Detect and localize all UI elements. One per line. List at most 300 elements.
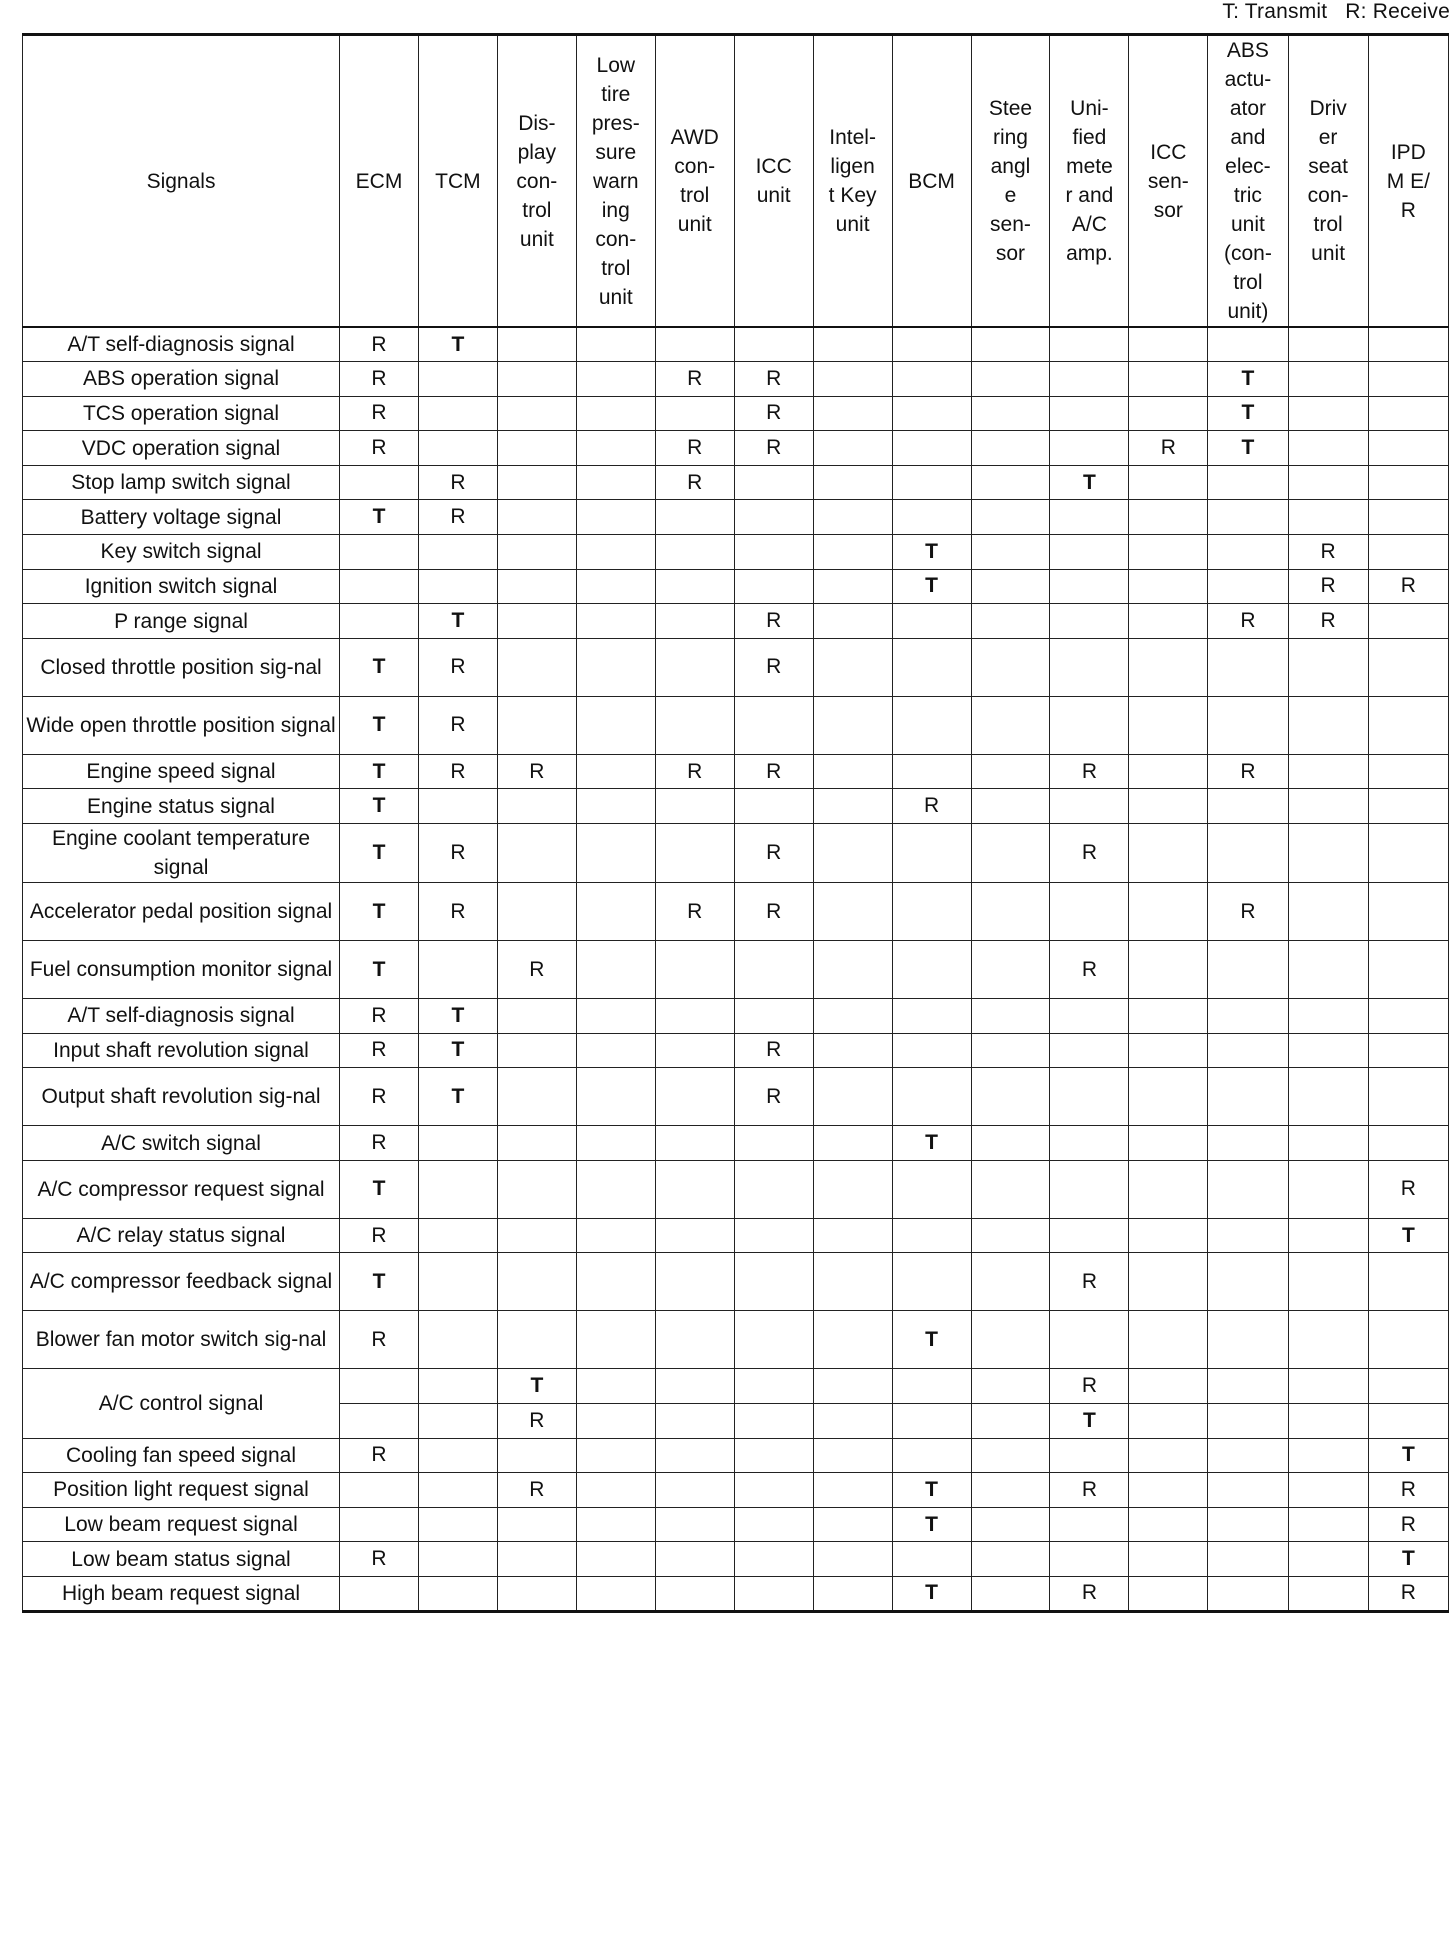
signal-cell [1368, 638, 1448, 696]
signal-cell [576, 535, 655, 570]
signal-cell [971, 327, 1050, 362]
column-header-line: (con- [1223, 242, 1272, 265]
signal-cell [340, 535, 419, 570]
signal-cell [892, 362, 971, 397]
signal-cell: R [655, 883, 734, 941]
signal-cell: T [340, 754, 419, 789]
signal-cell: R [1368, 1473, 1448, 1508]
signal-cell [813, 1438, 892, 1473]
signal-cell [576, 1160, 655, 1218]
column-header [655, 35, 734, 328]
signal-cell: R [418, 696, 497, 754]
signal-cell [1288, 1126, 1368, 1161]
signal-cell [1050, 1218, 1129, 1253]
table-row [23, 604, 1449, 639]
signal-cell [734, 569, 813, 604]
column-header-line: Driv [1309, 97, 1347, 120]
signal-cell [1288, 941, 1368, 999]
signal-cell [1129, 1404, 1208, 1439]
signal-cell: R [340, 1218, 419, 1253]
signal-cell [1208, 1126, 1288, 1161]
signal-cell [892, 1438, 971, 1473]
signal-cell [1208, 1253, 1288, 1311]
column-header-line: A/C [1071, 213, 1107, 236]
signal-cell [576, 604, 655, 639]
table-row [23, 1160, 1449, 1218]
column-header-line: tire [601, 82, 631, 106]
signal-cell [1288, 1507, 1368, 1542]
signal-cell: R [734, 604, 813, 639]
table-row [23, 696, 1449, 754]
column-header-line: R [1400, 198, 1416, 222]
signal-name: A/T self-diagnosis signal [23, 327, 340, 362]
column-header-line: ECM [355, 169, 403, 193]
signal-cell [971, 1542, 1050, 1577]
signal-name: P range signal [23, 604, 340, 639]
column-header-line: ABS [1226, 39, 1269, 62]
signal-cell [1288, 696, 1368, 754]
signal-cell [1129, 1218, 1208, 1253]
signal-cell [1050, 1438, 1129, 1473]
signal-cell: R [734, 638, 813, 696]
signal-cell [1050, 1068, 1129, 1126]
signal-cell [576, 999, 655, 1034]
signal-cell [892, 327, 971, 362]
signal-cell [1288, 789, 1368, 824]
signal-cell [1050, 362, 1129, 397]
table-row [23, 1507, 1449, 1542]
signal-cell [1208, 696, 1288, 754]
signal-cell [497, 604, 576, 639]
signal-cell [1129, 1068, 1208, 1126]
signal-cell [497, 362, 576, 397]
signal-cell [971, 535, 1050, 570]
signal-cell [971, 431, 1050, 466]
signal-cell: R [418, 638, 497, 696]
signal-cell [813, 1507, 892, 1542]
signal-cell [497, 824, 576, 883]
column-header-line: con- [595, 227, 637, 251]
signal-cell [655, 1404, 734, 1439]
signal-cell: R [497, 1473, 576, 1508]
signal-cell [892, 999, 971, 1034]
signal-cell [1129, 465, 1208, 500]
signal-cell [892, 883, 971, 941]
signal-cell [1050, 500, 1129, 535]
signal-cell [497, 569, 576, 604]
signal-cell [1050, 431, 1129, 466]
signal-cell [1050, 883, 1129, 941]
signal-cell [813, 465, 892, 500]
signal-cell [655, 500, 734, 535]
signal-cell: R [340, 1126, 419, 1161]
signal-cell [340, 569, 419, 604]
signal-cell [1208, 569, 1288, 604]
signal-name: Output shaft revolution sig-nal [23, 1068, 340, 1126]
signal-cell [971, 396, 1050, 431]
table-row [23, 500, 1449, 535]
signal-cell [576, 1438, 655, 1473]
signal-cell: T [1208, 431, 1288, 466]
column-header-line: M E/ [1386, 169, 1430, 193]
table-row [23, 431, 1449, 466]
signal-cell [971, 1068, 1050, 1126]
signal-cell [1208, 1033, 1288, 1068]
signal-cell [1208, 789, 1288, 824]
signal-cell [1288, 431, 1368, 466]
signal-name: A/C compressor request signal [23, 1160, 340, 1218]
signal-cell [340, 1576, 419, 1611]
signal-cell [418, 535, 497, 570]
signal-cell [1050, 1542, 1129, 1577]
signal-cell [655, 569, 734, 604]
table-row [23, 941, 1449, 999]
signal-cell [813, 1311, 892, 1369]
signal-cell [971, 1369, 1050, 1404]
column-header [1050, 35, 1129, 328]
signal-cell: T [418, 1068, 497, 1126]
signal-cell [418, 431, 497, 466]
signal-cell [971, 789, 1050, 824]
column-header-line: ligen [830, 155, 875, 178]
signal-cell [655, 1507, 734, 1542]
signal-cell [892, 396, 971, 431]
signal-cell: R [734, 362, 813, 397]
column-header-line: Low [596, 53, 636, 77]
signal-cell [734, 941, 813, 999]
column-header-line: con- [674, 155, 716, 178]
signal-cell [1288, 883, 1368, 941]
signal-cell [813, 535, 892, 570]
signal-name: Key switch signal [23, 535, 340, 570]
legend [1222, 0, 1450, 24]
signal-cell [1288, 1068, 1368, 1126]
signal-cell [497, 1218, 576, 1253]
signal-cell [1050, 1311, 1129, 1369]
column-header [418, 35, 497, 328]
signal-cell [813, 1068, 892, 1126]
signal-cell: R [655, 465, 734, 500]
signal-cell [813, 1126, 892, 1161]
signal-cell: T [340, 1160, 419, 1218]
signal-cell [576, 824, 655, 883]
signal-cell [655, 638, 734, 696]
signal-cell [813, 500, 892, 535]
signal-cell [1288, 1473, 1368, 1508]
column-header-line: con- [516, 169, 558, 193]
signal-cell [971, 465, 1050, 500]
signal-cell [1288, 1311, 1368, 1369]
signal-cell [1129, 569, 1208, 604]
signal-cell [892, 431, 971, 466]
legend-transmit: T: Transmit [1222, 0, 1328, 23]
signal-cell [576, 1311, 655, 1369]
signal-cell [655, 1253, 734, 1311]
signal-cell [497, 1033, 576, 1068]
signal-cell: T [1050, 465, 1129, 500]
signal-cell [892, 754, 971, 789]
signal-cell [576, 1068, 655, 1126]
column-header-line: actu- [1224, 68, 1272, 91]
signal-cell: R [497, 941, 576, 999]
signal-cell [1208, 1311, 1288, 1369]
column-header-line: unit [519, 227, 554, 251]
signal-cell [892, 1404, 971, 1439]
signal-cell [576, 1033, 655, 1068]
signal-cell: R [1208, 883, 1288, 941]
signal-cell: R [1050, 1473, 1129, 1508]
column-header-line: TCM [435, 169, 481, 193]
column-header-line: elec- [1225, 155, 1271, 178]
table-row [23, 569, 1449, 604]
signal-cell [576, 362, 655, 397]
signal-cell [734, 1473, 813, 1508]
signal-cell: R [340, 1068, 419, 1126]
signal-cell [1288, 362, 1368, 397]
signal-cell [576, 569, 655, 604]
signal-cell [892, 696, 971, 754]
signal-cell [655, 1369, 734, 1404]
signal-cell [971, 999, 1050, 1034]
signal-cell [813, 569, 892, 604]
signal-cell: R [418, 883, 497, 941]
signal-cell [971, 1404, 1050, 1439]
signal-cell [1050, 1160, 1129, 1218]
signal-cell: R [1368, 1160, 1448, 1218]
signal-cell [1208, 1404, 1288, 1439]
column-header-line: Uni- [1070, 97, 1109, 120]
signal-cell: R [1050, 1576, 1129, 1611]
signal-cell [576, 1218, 655, 1253]
signal-cell [813, 883, 892, 941]
signal-cell [971, 1160, 1050, 1218]
signal-cell [497, 1438, 576, 1473]
signal-cell [1208, 535, 1288, 570]
signal-cell [971, 754, 1050, 789]
signal-cell [576, 1126, 655, 1161]
signal-cell [1368, 604, 1448, 639]
signal-name: Input shaft revolution signal [23, 1033, 340, 1068]
signal-cell [340, 1473, 419, 1508]
column-header-line: con- [1307, 184, 1349, 207]
signal-cell [1368, 883, 1448, 941]
signal-cell [1208, 1218, 1288, 1253]
column-header-line: trol [680, 184, 710, 207]
table-body [23, 327, 1449, 1611]
signal-cell [418, 1311, 497, 1369]
column-header-line: e [1004, 184, 1017, 207]
signal-name: Closed throttle position sig-nal [23, 638, 340, 696]
column-header-line: sen- [1147, 169, 1189, 193]
signal-cell [655, 1068, 734, 1126]
column-header [971, 35, 1050, 328]
signal-cell: T [892, 535, 971, 570]
table-row [23, 754, 1449, 789]
signal-cell [1208, 500, 1288, 535]
signal-name: Battery voltage signal [23, 500, 340, 535]
signal-cell [1129, 789, 1208, 824]
signal-cell [1129, 1369, 1208, 1404]
signal-cell [1368, 396, 1448, 431]
signal-cell [576, 500, 655, 535]
signal-cell [1368, 941, 1448, 999]
signal-cell [1129, 1126, 1208, 1161]
signal-cell [1129, 396, 1208, 431]
signal-cell [655, 1438, 734, 1473]
signal-name: A/T self-diagnosis signal [23, 999, 340, 1034]
column-header-line: er [1318, 126, 1338, 149]
signal-cell [892, 941, 971, 999]
signal-cell [892, 1068, 971, 1126]
signal-cell: T [418, 999, 497, 1034]
signal-name: A/C switch signal [23, 1126, 340, 1161]
signal-cell: R [734, 1068, 813, 1126]
signal-cell [971, 1576, 1050, 1611]
signal-name: VDC operation signal [23, 431, 340, 466]
signal-table [22, 33, 1449, 1613]
signal-cell [971, 1218, 1050, 1253]
table-row [23, 824, 1449, 883]
column-header-line: ICC [1150, 140, 1187, 164]
signal-cell [418, 1218, 497, 1253]
signal-cell [655, 1033, 734, 1068]
signal-cell: R [1368, 569, 1448, 604]
signal-cell [418, 1253, 497, 1311]
table-row [23, 1253, 1449, 1311]
signal-cell [1288, 396, 1368, 431]
table-row [23, 465, 1449, 500]
table-row [23, 1438, 1449, 1473]
signal-cell [1288, 1542, 1368, 1577]
signal-cell [813, 696, 892, 754]
signal-cell [1288, 999, 1368, 1034]
signal-name: Blower fan motor switch sig-nal [23, 1311, 340, 1369]
header-row [23, 35, 1449, 328]
signal-cell [1129, 362, 1208, 397]
column-header-line: unit [756, 184, 791, 207]
signal-cell [1208, 941, 1288, 999]
signal-cell [1129, 500, 1208, 535]
table-row [23, 1218, 1449, 1253]
column-header-line: sor [995, 242, 1026, 265]
signal-cell [1129, 604, 1208, 639]
column-header [1368, 35, 1448, 328]
signal-cell: R [340, 1311, 419, 1369]
signal-cell [497, 1507, 576, 1542]
table-row [23, 362, 1449, 397]
signal-cell [497, 999, 576, 1034]
column-header-line: unit) [1227, 300, 1269, 323]
signal-cell [655, 535, 734, 570]
signal-cell [576, 1507, 655, 1542]
signal-cell: R [734, 754, 813, 789]
signal-cell [655, 1473, 734, 1508]
signal-cell [1129, 638, 1208, 696]
column-header-line: seat [1308, 155, 1348, 178]
signal-cell [497, 431, 576, 466]
column-header-line: sen- [990, 213, 1031, 236]
signal-cell [1368, 1311, 1448, 1369]
signal-cell [1129, 1160, 1208, 1218]
signal-cell [734, 465, 813, 500]
signal-cell [497, 1126, 576, 1161]
signal-cell [813, 604, 892, 639]
signal-cell [1368, 789, 1448, 824]
signal-cell: R [1288, 569, 1368, 604]
signal-name: Engine speed signal [23, 754, 340, 789]
signal-cell: T [892, 1576, 971, 1611]
signal-cell [1288, 824, 1368, 883]
signal-cell [1050, 535, 1129, 570]
legend-receive: R: Receive [1345, 0, 1450, 23]
signal-cell [1050, 569, 1129, 604]
signal-cell [1208, 1473, 1288, 1508]
signal-cell [734, 1542, 813, 1577]
signal-cell [1288, 1033, 1368, 1068]
column-header [1288, 35, 1368, 328]
signal-cell [1208, 1068, 1288, 1126]
table-row [23, 1068, 1449, 1126]
signal-cell [1368, 362, 1448, 397]
signal-cell [1288, 1218, 1368, 1253]
signal-cell [734, 1218, 813, 1253]
column-header-line: sor [1153, 198, 1183, 222]
signal-name: Engine status signal [23, 789, 340, 824]
signal-name: A/C control signal [23, 1369, 340, 1438]
signal-cell: R [734, 824, 813, 883]
signal-cell [418, 1473, 497, 1508]
signal-cell [892, 638, 971, 696]
column-header-line: trol [522, 198, 552, 222]
column-header-line: AWD [670, 126, 719, 149]
signal-cell [1368, 535, 1448, 570]
signal-cell [1129, 1033, 1208, 1068]
signal-cell: T [1368, 1218, 1448, 1253]
signal-cell [971, 638, 1050, 696]
signal-name: Engine coolant temperature signal [23, 824, 340, 883]
table-row [23, 1311, 1449, 1369]
signal-cell [655, 1218, 734, 1253]
column-header [1208, 35, 1288, 328]
signal-cell [1288, 754, 1368, 789]
signal-cell [734, 1576, 813, 1611]
column-header-line: ICC [755, 155, 792, 178]
table-row [23, 535, 1449, 570]
column-header-line: ring [992, 126, 1028, 149]
signal-cell: R [1050, 1253, 1129, 1311]
signal-cell [734, 1438, 813, 1473]
signal-cell [813, 1542, 892, 1577]
signal-cell [813, 431, 892, 466]
signal-cell: T [418, 604, 497, 639]
signal-cell [576, 638, 655, 696]
column-header-line: play [517, 140, 557, 164]
column-header-line: amp. [1066, 242, 1113, 265]
signal-cell [418, 789, 497, 824]
signal-cell [655, 696, 734, 754]
signal-cell: R [1050, 754, 1129, 789]
signal-cell [497, 1160, 576, 1218]
table-row [23, 1033, 1449, 1068]
signal-cell [1129, 941, 1208, 999]
signal-cell [892, 824, 971, 883]
signal-name: Ignition switch signal [23, 569, 340, 604]
signal-cell [892, 1160, 971, 1218]
signal-cell [734, 1311, 813, 1369]
signal-cell: T [418, 327, 497, 362]
signal-cell [1129, 824, 1208, 883]
signal-name: Low beam request signal [23, 1507, 340, 1542]
